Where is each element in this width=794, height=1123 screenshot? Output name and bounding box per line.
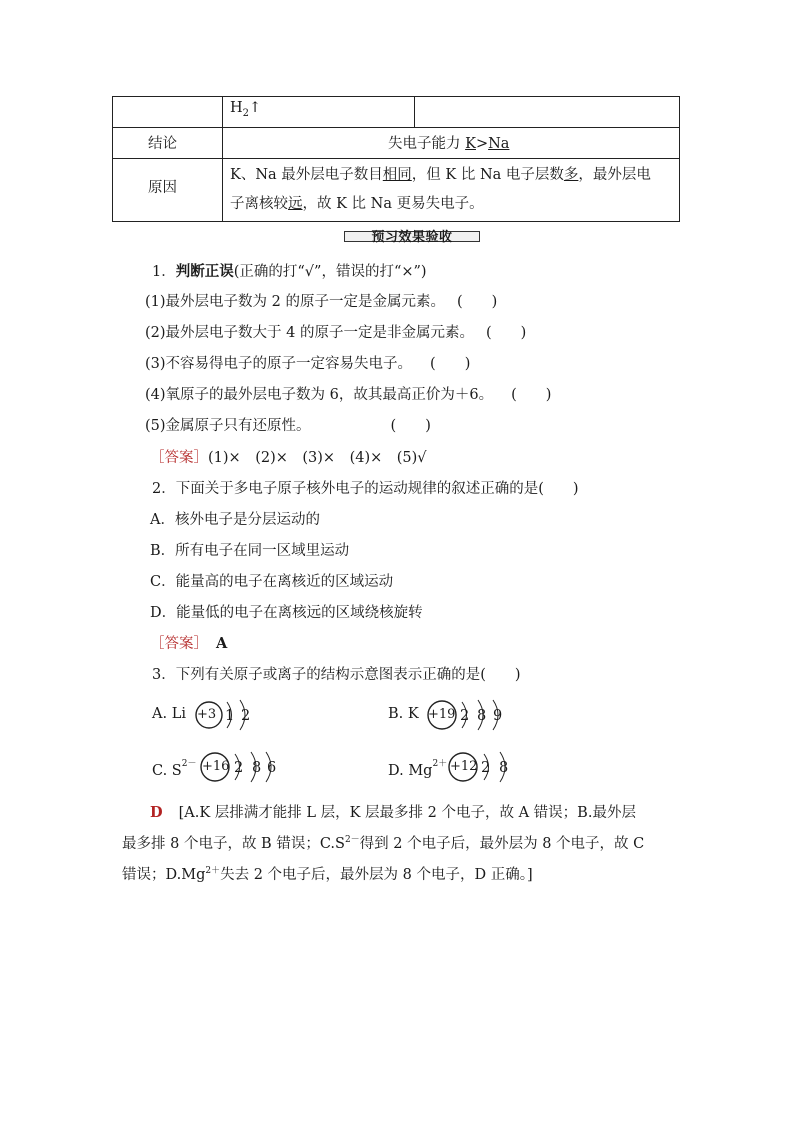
q1-stem: 1．判断正误(正确的打“√”，错误的打“×”) <box>152 263 427 280</box>
k-nucleus: +19 <box>428 707 456 722</box>
s-shell-1: 2 <box>234 760 244 776</box>
reason-line-2: 子离核较远，故 K 比 Na 更易失电子。 <box>230 196 484 212</box>
k-shell-2: 8 <box>477 708 487 724</box>
q2-option-d: D．能量低的电子在离核远的区域绕核旋转 <box>150 605 423 621</box>
q3-explanation-line-1: D [A.K 层排满才能排 L 层，K 层最多排 2 个电子，故 A 错误；B.最外层 <box>150 804 636 821</box>
q3-stem: 3．下列有关原子或离子的结构示意图表示正确的是( ) <box>152 667 521 683</box>
q1-answer: ［答案］(1)× (2)× (3)× (4)× (5)√ <box>150 450 427 466</box>
q1-item-3: (3)不容易得电子的原子一定容易失电子。 ( ) <box>145 356 471 372</box>
k-shell-3: 9 <box>493 708 503 724</box>
mg-shell-2: 8 <box>499 760 509 776</box>
reason-line-1: K、Na 最外层电子数目相同，但 K 比 Na 电子层数多，最外层电 <box>230 167 651 183</box>
table-cell-h2: $H_2↑$ <box>230 100 262 119</box>
q1-item-1: (1)最外层电子数为 2 的原子一定是金属元素。 ( ) <box>145 294 498 310</box>
q3-explanation-line-3: 错误；$D.Mg^{2+}$失去 2 个电子后，最外层为 8 个电子，D 正确。] <box>122 866 533 883</box>
q3-option-a-label: A. Li <box>152 706 186 722</box>
q3-option-b-label: B. K <box>388 706 419 722</box>
s-shell-2: 8 <box>252 760 262 776</box>
q2-option-c: C．能量高的电子在离核近的区域运动 <box>150 574 394 590</box>
q1-item-4: (4)氧原子的最外层电子数为 6，故其最高正价为＋6。 ( ) <box>145 387 552 403</box>
s-shell-3: 6 <box>267 760 277 776</box>
q2-answer: ［答案］ A <box>150 635 228 652</box>
q2-option-b: B．所有电子在同一区域里运动 <box>150 543 350 559</box>
li-shell-2: 2 <box>241 708 251 724</box>
comparison-table <box>112 96 680 222</box>
q1-item-5: (5)金属原子只有还原性。 ( ) <box>145 418 431 434</box>
conclusion-text: 失电子能力 K>Na <box>388 136 510 152</box>
q3-option-c-label: C. $S^{2-}$ <box>152 759 197 779</box>
row-label-conclusion: 结论 <box>148 136 177 152</box>
li-nucleus: +3 <box>197 707 217 722</box>
section-heading: 预习效果验收 <box>344 228 480 242</box>
q2-stem: 2．下面关于多电子原子核外电子的运动规律的叙述正确的是( ) <box>152 481 579 497</box>
q2-option-a: A．核外电子是分层运动的 <box>150 512 320 528</box>
mg-nucleus: +12 <box>450 759 478 774</box>
s-nucleus: +16 <box>202 759 230 774</box>
li-shell-1: 1 <box>225 708 235 724</box>
q3-explanation-line-2: 最多排 8 个电子，故 B 错误；$C.S^{2-}$得到 2 个电子后，最外层为 8 个电子，故 C <box>122 835 645 852</box>
q3-option-d-label: D. $Mg^{2+}$ <box>388 759 448 779</box>
row-label-reason: 原因 <box>148 180 177 196</box>
k-shell-1: 2 <box>460 708 470 724</box>
q1-item-2: (2)最外层电子数大于 4 的原子一定是非金属元素。 ( ) <box>145 325 527 341</box>
mg-shell-1: 2 <box>481 760 491 776</box>
